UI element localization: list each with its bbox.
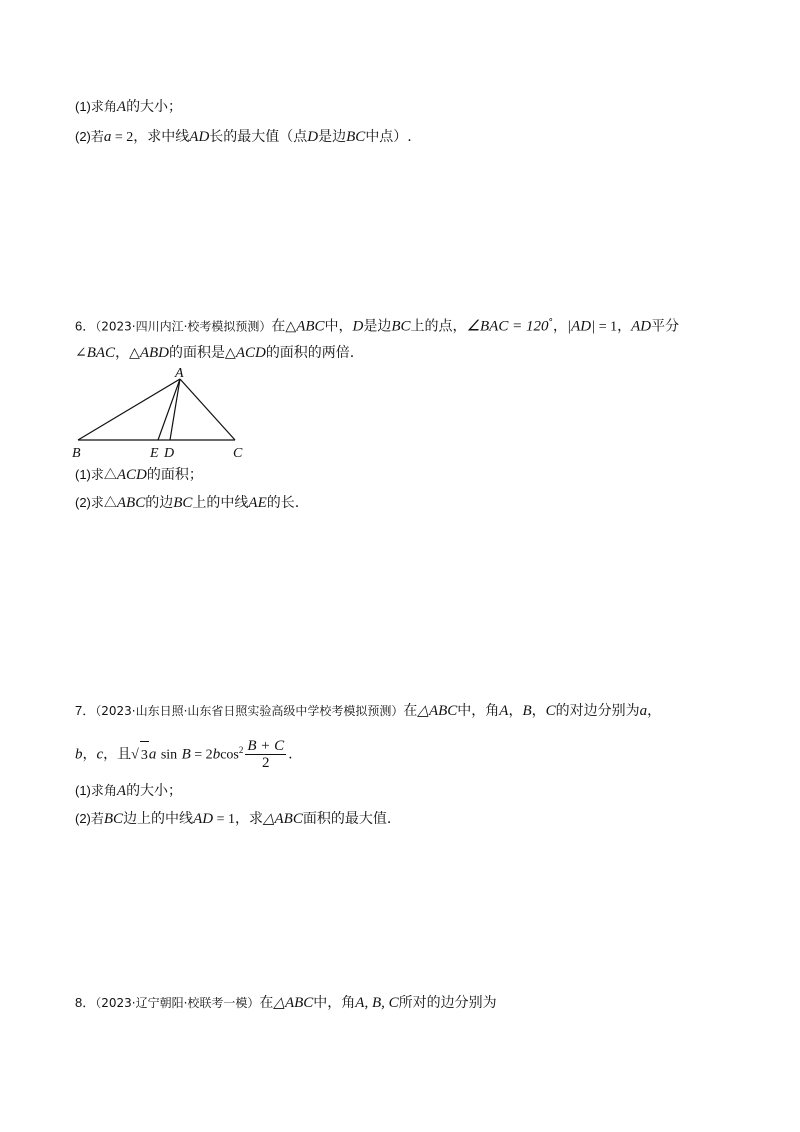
label-A: A (175, 366, 184, 381)
label-C: C (233, 446, 243, 461)
q7-stem-line1: 7．（2023·山东日照·山东省日照实验高级中学校考模拟预测）在△ABC中，角A，B，C的对边分别为a， (75, 703, 662, 719)
label-D: D (164, 446, 175, 461)
fraction-b-plus-c-over-2: $\frac{B + C}{2}$ (247, 738, 285, 772)
q6-part1: (1)求△ACD的面积； (75, 467, 203, 483)
label-B: B (72, 446, 81, 461)
segment-AC (180, 379, 235, 440)
segment-AD (170, 379, 180, 440)
sqrt-sign: √ (131, 747, 139, 763)
q8-stem-line1: 8．（2023·辽宁朝阳·校联考一模）在△ABC中，角A, B, C所对的边分别为 (75, 995, 497, 1011)
q6-stem-line2: ∠BAC，△ABD的面积是△ACD的面积的两倍. (75, 345, 355, 361)
label-E: E (150, 446, 159, 461)
triangle-figure (70, 366, 260, 462)
q6-part2: (2)求△ABC的边BC上的中线AE的长. (75, 495, 300, 511)
segment-AB (78, 379, 180, 440)
segment-AE (158, 379, 180, 440)
q7-stem-line2: b，c，且√ 3a sin B = 2bcos$^2$ $\frac{B + C}{2}$ . (75, 738, 293, 772)
q5-part1: (1)求角A的大小； (75, 99, 183, 115)
q6-stem-line1: 6．（2023·四川内江·校考模拟预测）在△ABC中，D是边BC上的点，∠BAC = 120°，|AD| = 1，AD平分 (75, 318, 680, 335)
q7-part1: (1)求角A的大小； (75, 783, 183, 799)
q7-part2: (2)若BC边上的中线AD = 1，求△ABC面积的最大值. (75, 811, 392, 827)
q5-part2: (2)若a = 2，求中线AD长的最大值（点D是边BC中点）. (75, 129, 412, 145)
